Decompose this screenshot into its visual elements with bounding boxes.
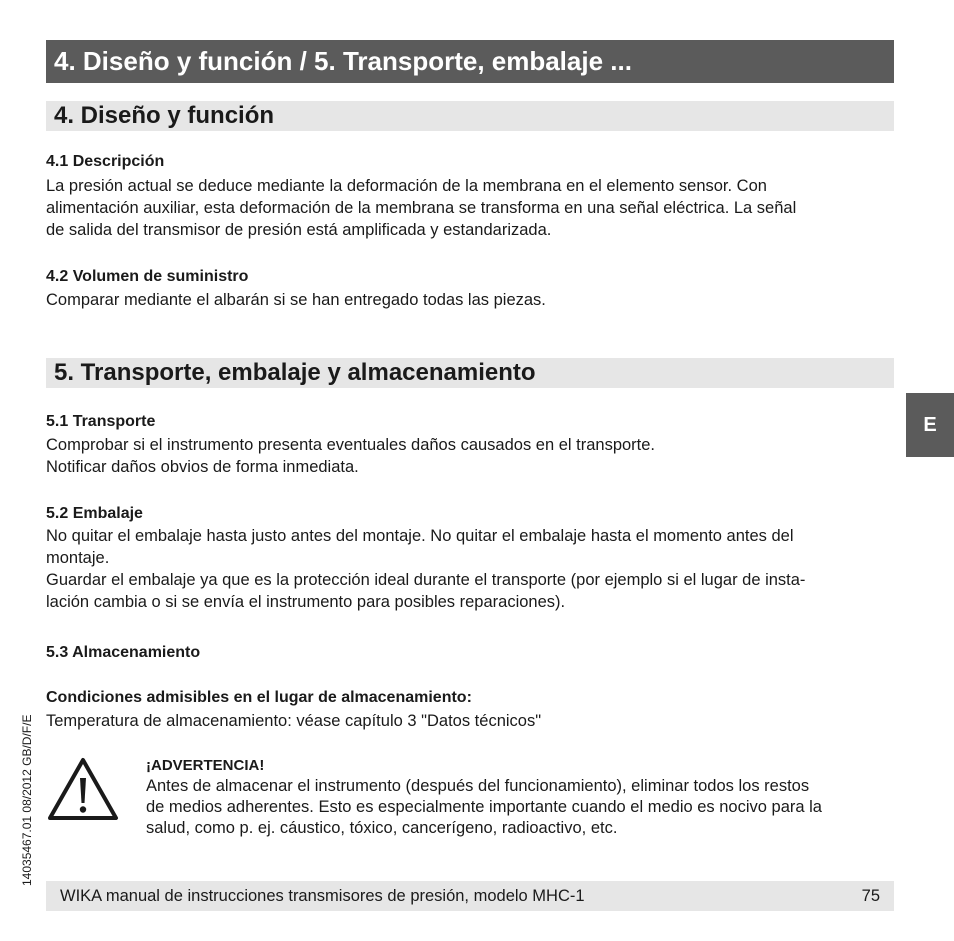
paragraph-line: Antes de almacenar el instrumento (después del funcionamiento), eliminar todos los restos [146, 777, 810, 795]
footer [46, 881, 894, 911]
storage-conditions-text: Temperatura de almacenamiento: véase capítulo 3 "Datos técnicos" [46, 712, 542, 730]
subsection-5-1-title: 5.1 Transporte [46, 413, 156, 430]
paragraph-line: Comprobar si el instrumento presenta eventuales daños causados en el transporte. [46, 436, 656, 454]
paragraph-line: Comparar mediante el albarán si se han entregado todas las piezas. [46, 291, 546, 309]
paragraph-line: Guardar el embalaje ya que es la protección ideal durante el transporte (por ejemplo si el lugar de insta- [46, 571, 806, 589]
subsection-5-1-text [46, 434, 896, 478]
subsection-4-1-title: 4.1 Descripción [46, 153, 165, 170]
paragraph-line: de salida del transmisor de presión está amplificada y estandarizada. [46, 221, 552, 239]
section-5-heading: 5. Transporte, embalaje y almacenamiento [46, 358, 894, 388]
warning-text [146, 776, 906, 839]
page-number: 75 [861, 887, 880, 905]
footer-text: WIKA manual de instrucciones transmisores de presión, modelo MHC-1 [60, 887, 585, 905]
subsection-5-2-title: 5.2 Embalaje [46, 505, 143, 522]
paragraph-line: Notificar daños obvios de forma inmediata. [46, 458, 359, 476]
paragraph-line: salud, como p. ej. cáustico, tóxico, cancerígeno, radioactivo, etc. [146, 819, 618, 837]
subsection-4-1-text [46, 175, 896, 241]
warning-triangle-icon [47, 756, 119, 822]
header-banner: 4. Diseño y función / 5. Transporte, embalaje ... [46, 40, 894, 83]
storage-conditions-title: Condiciones admisibles en el lugar de almacenamiento: [46, 689, 472, 706]
subsection-4-2-title: 4.2 Volumen de suministro [46, 268, 249, 285]
subsection-4-2-text [46, 289, 896, 311]
subsection-5-3-title: 5.3 Almacenamiento [46, 644, 201, 661]
paragraph-line: montaje. [46, 549, 110, 567]
paragraph-line: La presión actual se deduce mediante la deformación de la membrana en el elemento sensor. Con [46, 177, 767, 195]
section-4-heading: 4. Diseño y función [46, 101, 894, 131]
paragraph-line: lación cambia o si se envía el instrumento para posibles reparaciones). [46, 593, 566, 611]
language-tab: E [906, 393, 954, 457]
paragraph-line: de medios adherentes. Esto es especialmente importante cuando el medio es nocivo para la [146, 798, 822, 816]
paragraph-line: alimentación auxiliar, esta deformación de la membrana se transforma en una señal eléctrica. La señal [46, 199, 797, 217]
paragraph-line: No quitar el embalaje hasta justo antes del montaje. No quitar el embalaje hasta el momento antes del [46, 527, 794, 545]
subsection-5-2-text [46, 525, 896, 613]
document-code: 14035467.01 08/2012 GB/D/F/E [20, 714, 34, 886]
warning-title: ¡ADVERTENCIA! [146, 757, 265, 774]
